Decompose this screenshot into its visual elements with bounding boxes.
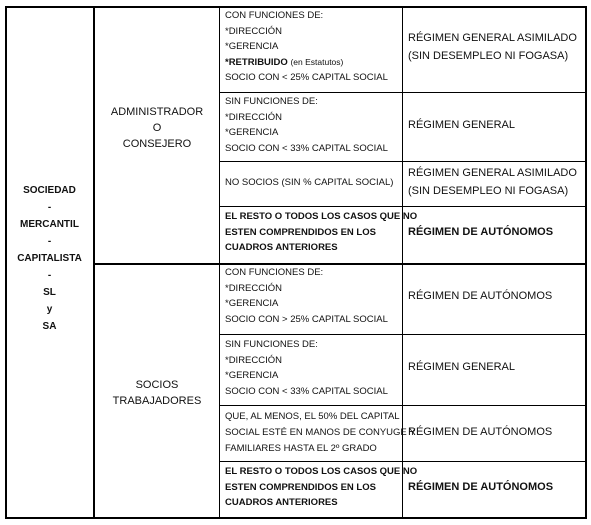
- condition-line: SIN FUNCIONES DE:: [225, 96, 318, 107]
- row-divider: [219, 334, 587, 335]
- condition-line-retribuido: [225, 55, 388, 71]
- regimen-line: RÉGIMEN DE AUTÓNOMOS: [408, 226, 554, 238]
- condition-line: *GERENCIA: [225, 370, 279, 381]
- condition-line: SIN FUNCIONES DE:: [225, 339, 318, 350]
- regimen-cell: [408, 223, 553, 241]
- regimen-line: RÉGIMEN GENERAL: [408, 361, 515, 373]
- regimen-line: RÉGIMEN GENERAL: [408, 119, 515, 131]
- regimen-line: (SIN DESEMPLEO NI FOGASA): [408, 50, 569, 62]
- condition-line: *DIRECCIÓN: [225, 111, 283, 123]
- company-type-label: [6, 182, 93, 335]
- row-divider: [219, 161, 587, 162]
- condition-line: FAMILIARES HASTA EL 2º GRADO: [225, 443, 377, 454]
- company-type-line: CAPITALISTA: [17, 253, 82, 264]
- regimen-cell: [408, 423, 552, 441]
- condition-cell: [225, 8, 388, 86]
- row-divider: [219, 461, 587, 462]
- condition-line: ESTEN COMPRENDIDOS EN LOS: [225, 481, 376, 493]
- condition-line: SOCIO CON < 25% CAPITAL SOCIAL: [225, 72, 388, 83]
- condition-line: *DIRECCIÓN: [225, 25, 283, 37]
- group-label-line: CONSEJERO: [122, 138, 192, 150]
- condition-cell: [225, 209, 417, 256]
- condition-line: QUE, AL MENOS, EL 50% DEL CAPITAL: [225, 411, 400, 422]
- company-type-line: -: [47, 202, 52, 213]
- condition-cell: [225, 265, 388, 327]
- condition-line: EL RESTO O TODOS LOS CASOS QUE NO: [225, 466, 418, 477]
- row-divider: [219, 405, 587, 406]
- row-divider: [219, 92, 587, 93]
- company-type-line: -: [47, 270, 52, 281]
- regimen-line: RÉGIMEN GENERAL ASIMILADO: [408, 167, 577, 179]
- regimen-line: RÉGIMEN GENERAL ASIMILADO: [408, 32, 577, 44]
- condition-line: NO SOCIOS (SIN % CAPITAL SOCIAL): [225, 177, 394, 188]
- condition-cell: [225, 409, 416, 457]
- regimen-cell: [408, 478, 553, 496]
- condition-line: CUADROS ANTERIORES: [225, 497, 338, 508]
- condition-line: ESTEN COMPRENDIDOS EN LOS: [225, 226, 376, 238]
- regimen-line: RÉGIMEN DE AUTÓNOMOS: [408, 290, 553, 302]
- condition-line: SOCIAL ESTÉ EN MANOS DE CONYUGE Y: [225, 427, 416, 438]
- condition-line: CUADROS ANTERIORES: [225, 242, 338, 253]
- company-type-line: SA: [42, 321, 57, 332]
- condition-cell: [225, 464, 417, 511]
- regimen-cell: [408, 29, 577, 65]
- regimen-cell: [408, 116, 515, 134]
- condition-line: *GERENCIA: [225, 298, 279, 309]
- condition-line: SOCIO CON > 25% CAPITAL SOCIAL: [225, 313, 388, 325]
- condition-cell: [225, 94, 388, 156]
- condition-line: SOCIO CON < 33% CAPITAL SOCIAL: [225, 385, 388, 397]
- condition-line: *GERENCIA: [225, 41, 279, 52]
- condition-line: *GERENCIA: [225, 127, 279, 138]
- condition-line: CON FUNCIONES DE:: [225, 10, 324, 21]
- condition-cell: [225, 337, 388, 399]
- condition-bold-text: *RETRIBUIDO: [225, 56, 288, 68]
- row-divider: [219, 206, 587, 207]
- company-type-line: SOCIEDAD: [23, 185, 76, 196]
- condition-line: *DIRECCIÓN: [225, 354, 283, 366]
- condition-cell: [225, 175, 393, 191]
- company-type-line: -: [47, 236, 52, 247]
- regimen-line: RÉGIMEN DE AUTÓNOMOS: [408, 426, 553, 438]
- group-label-line: ADMINISTRADOR: [110, 106, 204, 118]
- group-label-line: O: [152, 122, 162, 134]
- company-type-line: SL: [43, 287, 56, 298]
- company-type-line: y: [46, 304, 53, 315]
- group-label-socios: [95, 377, 219, 409]
- condition-line: EL RESTO O TODOS LOS CASOS QUE NO: [225, 211, 418, 222]
- regimen-cell: [408, 164, 577, 200]
- group-label-line: SOCIOS TRABAJADORES: [112, 379, 202, 407]
- group-label-administrador: [95, 104, 219, 152]
- regimen-line: (SIN DESEMPLEO NI FOGASA): [408, 185, 569, 197]
- condition-line: *DIRECCIÓN: [225, 282, 283, 294]
- company-type-line: MERCANTIL: [20, 219, 79, 230]
- regimen-line: RÉGIMEN DE AUTÓNOMOS: [408, 481, 554, 493]
- regimen-cell: [408, 358, 515, 376]
- condition-line: SOCIO CON < 33% CAPITAL SOCIAL: [225, 142, 388, 154]
- regimen-cell: [408, 287, 552, 305]
- condition-note: (en Estatutos): [290, 56, 344, 67]
- condition-line: CON FUNCIONES DE:: [225, 267, 324, 278]
